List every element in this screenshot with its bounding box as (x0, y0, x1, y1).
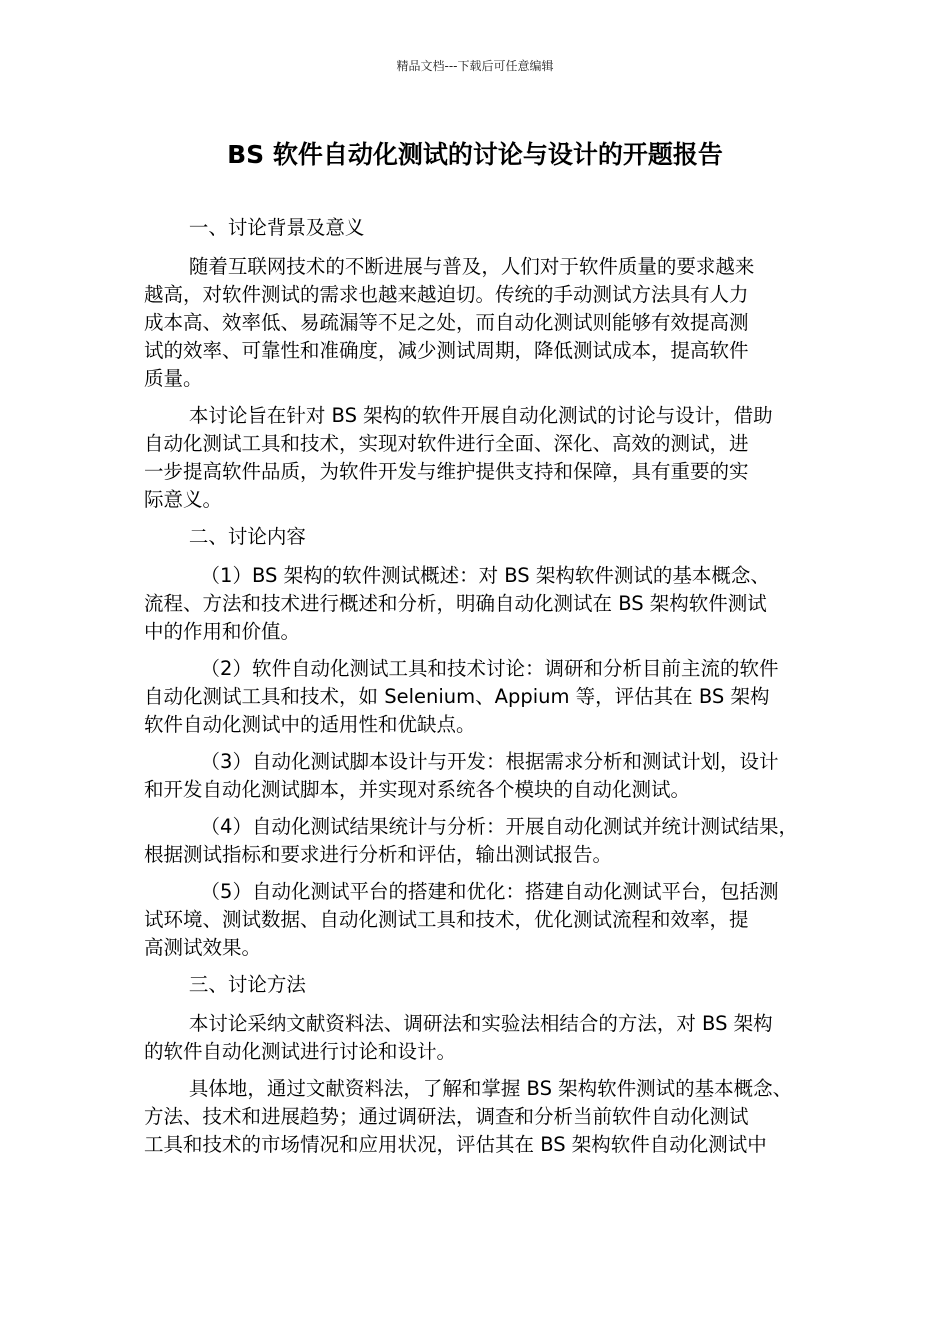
text-line: 流程、方法和技术进行概述和分析，明确自动化测试在 BS 架构软件测试 (144, 592, 767, 615)
text-line: 本讨论旨在针对 BS 架构的软件开展自动化测试的讨论与设计，借助 (188, 404, 773, 427)
text-line: 越高，对软件测试的需求也越来越迫切。传统的手动测试方法具有人力 (144, 283, 749, 306)
text-line: 的软件自动化测试进行讨论和设计。 (144, 1040, 457, 1063)
text-line: 具体地，通过文献资料法，了解和掌握 BS 架构软件测试的基本概念、 (188, 1077, 793, 1100)
text-line: 本讨论采纳文献资料法、调研法和实验法相结合的方法，对 BS 架构 (188, 1012, 773, 1035)
text-line: 自动化测试工具和技术，如 Selenium、Appium 等，评估其在 BS 架构 (144, 685, 770, 708)
body-paragraph (144, 748, 814, 804)
text-line: （2）软件自动化测试工具和技术讨论：调研和分析目前主流的软件 (200, 657, 779, 680)
text-line: 随着互联网技术的不断进展与普及，人们对于软件质量的要求越来 (188, 255, 755, 278)
body-paragraph (144, 1075, 814, 1159)
text-line: 一、讨论背景及意义 (188, 216, 365, 239)
text-line: 中的作用和价值。 (144, 620, 301, 643)
section-heading (144, 523, 814, 551)
text-line: （3）自动化测试脚本设计与开发：根据需求分析和测试计划，设计 (200, 750, 779, 773)
text-line: 软件自动化测试中的适用性和优缺点。 (144, 713, 476, 736)
text-line: 际意义。 (144, 488, 223, 511)
text-line: （1）BS 架构的软件测试概述：对 BS 架构软件测试的基本概念、 (200, 564, 770, 587)
text-line: 高测试效果。 (144, 936, 262, 959)
header-note: 精品文档---下载后可任意编辑 (396, 59, 554, 73)
text-line: 成本高、效率低、易疏漏等不足之处，而自动化测试则能够有效提高测 (144, 311, 749, 334)
body-paragraph (144, 813, 814, 869)
text-line: 三、讨论方法 (188, 973, 306, 996)
text-line: （4）自动化测试结果统计与分析：开展自动化测试并统计测试结果， (200, 815, 798, 838)
section-heading (144, 214, 814, 242)
document-body (144, 214, 814, 1168)
text-line: 试的效率、可靠性和准确度，减少测试周期，降低测试成本，提高软件 (144, 339, 749, 362)
text-line: 方法、技术和进展趋势；通过调研法，调查和分析当前软件自动化测试 (144, 1105, 749, 1128)
body-paragraph (144, 1010, 814, 1066)
text-line: 根据测试指标和要求进行分析和评估，输出测试报告。 (144, 843, 613, 866)
text-line: （5）自动化测试平台的搭建和优化：搭建自动化测试平台，包括测 (200, 880, 779, 903)
body-paragraph (144, 402, 814, 514)
section-heading (144, 971, 814, 999)
text-line: 和开发自动化测试脚本，并实现对系统各个模块的自动化测试。 (144, 778, 691, 801)
text-line: 二、讨论内容 (188, 525, 306, 548)
text-line: 试环境、测试数据、自动化测试工具和技术，优化测试流程和效率，提 (144, 908, 749, 931)
document-title: BS 软件自动化测试的讨论与设计的开题报告 (227, 140, 723, 169)
text-line: 工具和技术的市场情况和应用状况，评估其在 BS 架构软件自动化测试中 (144, 1133, 767, 1156)
body-paragraph (144, 655, 814, 739)
text-line: 一步提高软件品质，为软件开发与维护提供支持和保障，具有重要的实 (144, 460, 749, 483)
text-line: 质量。 (144, 367, 203, 390)
body-paragraph (144, 878, 814, 962)
body-paragraph (144, 253, 814, 393)
body-paragraph (144, 562, 814, 646)
text-line: 自动化测试工具和技术，实现对软件进行全面、深化、高效的测试，进 (144, 432, 749, 455)
